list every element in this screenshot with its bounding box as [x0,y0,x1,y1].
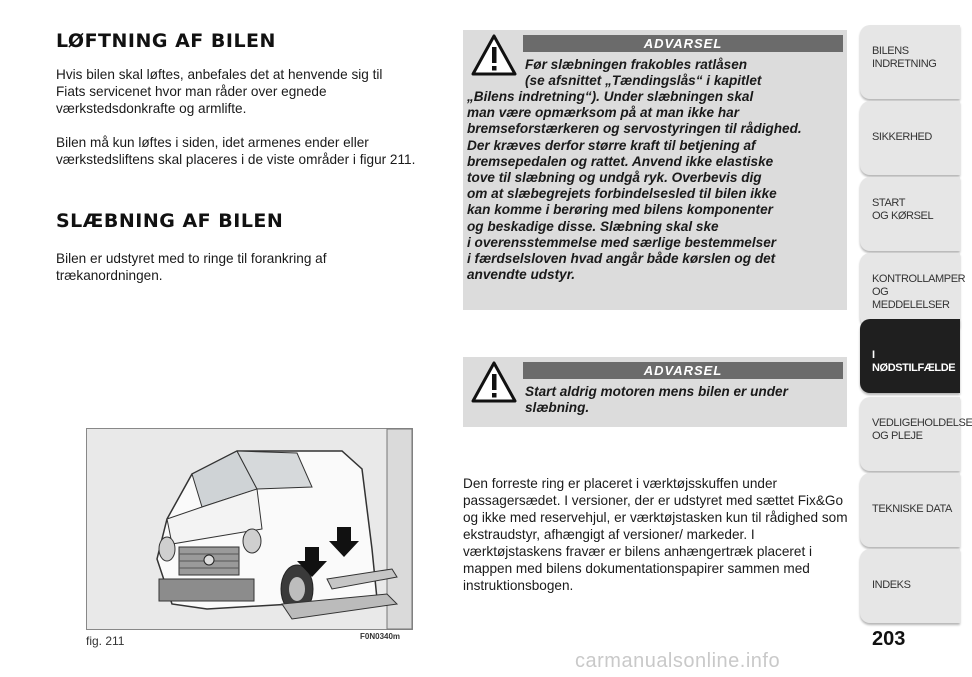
warning-body: „Bilens indretning“). Under slæbningen skal man være opmærksom på at man ikke har bremseforstærkeren og servostyringen til rådighed. Der kræves derfor større kraft til betjening af bremsepedalen og rattet. Anvend ikke elastiske tove til slæbning og undgå ryk. Overbevis dig om at slæbegrejets forbindelsesled til bilen ikke kan komme i berøring med bilens komponenter og beskadige disse. Slæbning skal ske i overensstemmelse med særlige bestemmelser i færdselsloven hvad angår både kørslen og det anvendte udstyr. [467,89,802,283]
tab-label: TEKNISKE DATA [872,503,952,515]
tab-tekniske-data[interactable] [860,473,960,547]
watermark: carmanualsonline.info [575,650,781,672]
figure-caption: fig. 211 [86,634,125,648]
tab-label: I NØDSTILFÆLDE [872,349,956,374]
figure-code: F0N0340m [360,632,401,641]
warning-heading: ADVARSEL [523,362,843,379]
warning-box [463,30,847,310]
van-illustration [87,429,412,629]
lifting-title: LØFTNING AF BILEN [56,30,276,52]
towing-title: SLÆBNING AF BILEN [56,210,284,232]
tab-start-og-korsel[interactable] [860,177,960,251]
tab-indeks[interactable] [860,549,960,623]
lifting-paragraph-1: Hvis bilen skal løftes, anbefales det at henvende sig til Fiats servicenet hvor man råder over egnede værkstedsdonkrafte og armlifte. [56,67,383,116]
figure-van-lifting [86,428,413,630]
tab-kontrollamper[interactable] [860,253,966,327]
tab-label: START OG KØRSEL [872,197,934,222]
warning-intro: Før slæbningen frakobles ratlåsen (se afsnittet „Tændingslås“ i kapitlet [525,57,762,89]
warning-triangle-icon [471,361,517,403]
warning-triangle-icon [471,34,517,76]
page-number: 203 [872,628,906,650]
tab-label: BILENS INDRETNING [872,45,937,70]
warning-text: Start aldrig motoren mens bilen er under slæbning. [525,384,788,416]
tab-bilens-indretning[interactable] [860,25,960,99]
tab-label: INDEKS [872,579,911,591]
warning-heading: ADVARSEL [523,35,843,52]
ring-location-paragraph: Den forreste ring er placeret i værktøjsskuffen under passagersædet. I versioner, der er udstyret med sættet Fix&Go og ikke med reservehjul, er værktøjstasken kun til rådighed som ekstraudstyr, afhængigt af versioner/ markeder. I værktøjstaskens fravær er bilens anhængertræk placeret i mappen med bilens dokumentationspapirer sammen med instruktionsbogen. [463,476,848,593]
tab-i-nodstilfaelde[interactable] [860,319,960,393]
tab-sikkerhed[interactable] [860,101,960,175]
tab-vedligeholdelse[interactable] [860,397,972,471]
lifting-paragraph-2: Bilen må kun løftes i siden, idet armenes ender eller værkstedsliftens skal placeres i de viste områder i figur 211. [56,135,416,167]
tab-label: SIKKERHED [872,131,932,143]
towing-paragraph: Bilen er udstyret med to ringe til forankring af trækanordningen. [56,251,327,283]
tab-label: KONTROLLAMPER OG MEDDELELSER [872,273,966,311]
tab-label: VEDLIGEHOLDELSE OG PLEJE [872,417,972,442]
warning-box-engine [463,357,847,427]
